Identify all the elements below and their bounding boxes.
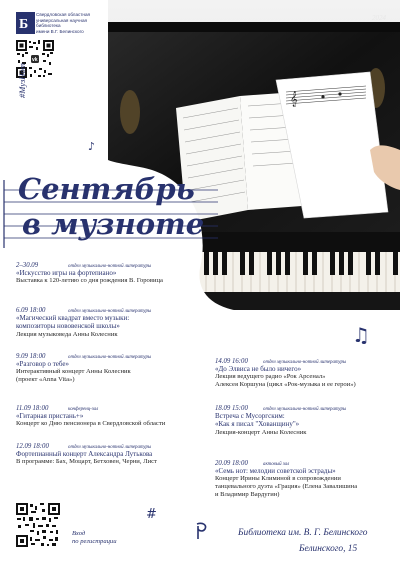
library-logo — [16, 12, 35, 34]
svg-text:𝄞: 𝄞 — [290, 92, 298, 107]
event-date: 2–30.09 — [16, 262, 39, 269]
event-date: 11.09 18:00 — [16, 405, 49, 412]
event-date: 14.09 16:00 — [215, 358, 248, 365]
event-title: Встреча с Мусоргским: «Как я писал "Хованщину"» — [215, 412, 300, 429]
org-name: Свердловская областная универсальная научная библиотека имени В.Г. Белинского — [36, 12, 90, 34]
event-date: 12.09 18:00 — [16, 443, 49, 450]
event-title: «Разговор о тебе» — [16, 360, 69, 368]
library-name: Библиотека им. В. Г. Белинского — [238, 528, 368, 538]
event-title: Фортепианный концерт Александра Лутькова — [16, 450, 153, 458]
event-description: Выставка к 120-летию со дня рождения В. Горовица — [16, 277, 163, 285]
event-description: Интерактивный концерт Анны Колесник (проект «Anna Vita») — [16, 368, 131, 384]
event-date: 20.09 18:00 — [215, 460, 248, 467]
event-title: «Искусство игры на фортепиано» — [16, 269, 117, 277]
note-logo-icon — [193, 522, 209, 540]
event-title: «До Элвиса не было ничего» — [215, 365, 302, 373]
events-left-column — [16, 262, 226, 481]
event-description: Лекция музыковеда Анны Колесник — [16, 330, 118, 338]
music-note-icon: ♫ — [352, 323, 370, 347]
hash-icon: # — [146, 507, 157, 522]
event-item — [215, 460, 395, 522]
event-description: Лекция ведущего радио «Рок Арсенал» Алексея Коршуна (цикл «Рок-музыка и ее герои») — [215, 373, 356, 389]
event-description: Лекция-концерт Анны Колесник — [215, 428, 307, 436]
event-venue: отдел музыкально-нотной литературы — [68, 309, 152, 314]
event-date: 9.09 18:00 — [16, 353, 46, 360]
year-label: 2024 — [372, 14, 386, 22]
event-item — [16, 405, 226, 443]
event-item — [16, 353, 226, 405]
events-right-column — [215, 358, 395, 522]
event-title: «Гитарная пристань+» — [16, 412, 84, 420]
event-item — [16, 443, 226, 481]
event-venue: отдел музыкально-нотной литературы — [263, 360, 347, 365]
event-venue: отдел музыкально-нотной литературы — [68, 264, 152, 269]
event-description: Концерт Ирины Климиной в сопровождении танцевального дуэта «Грация» (Елена Завалишина и Владимир Вардугин) — [215, 475, 358, 499]
event-item — [215, 405, 395, 460]
event-title: «Магический квадрат вместо музыки: композиторы нововенской школы» — [16, 314, 130, 331]
event-item — [215, 358, 395, 405]
event-item — [16, 262, 226, 307]
svg-text:Б: Б — [19, 17, 29, 32]
page-title-line2: в музноте — [22, 207, 205, 241]
event-title: «Семь нот: мелодии советской эстрады» — [215, 467, 336, 475]
event-date: 6.09 18:00 — [16, 307, 46, 314]
event-venue: отдел музыкально-нотной литературы — [68, 445, 152, 450]
registration-note: Вход по регистрации — [72, 530, 117, 545]
event-venue: актовый зал — [263, 462, 290, 467]
music-note-icon: ♪ — [88, 140, 96, 153]
page-title-line1: Сентябрь — [18, 172, 195, 206]
event-description: Концерт ко Дню пенсионера в Свердловской области — [16, 420, 166, 428]
library-address: Белинского, 15 — [299, 544, 358, 554]
event-description: В программе: Бах, Моцарт, Бетховен, Черни, Лист — [16, 458, 157, 466]
event-date: 18.09 15:00 — [215, 405, 248, 412]
qr-code-bottom[interactable] — [16, 503, 60, 547]
event-venue: отдел музыкально-нотной литературы — [68, 355, 152, 360]
vk-icon: vk — [32, 57, 38, 63]
hashtag-label: #МузНот — [17, 63, 27, 98]
event-item — [16, 307, 226, 353]
event-venue: конференц-зал — [68, 407, 99, 412]
event-venue: отдел музыкально-нотной литературы — [263, 407, 347, 412]
